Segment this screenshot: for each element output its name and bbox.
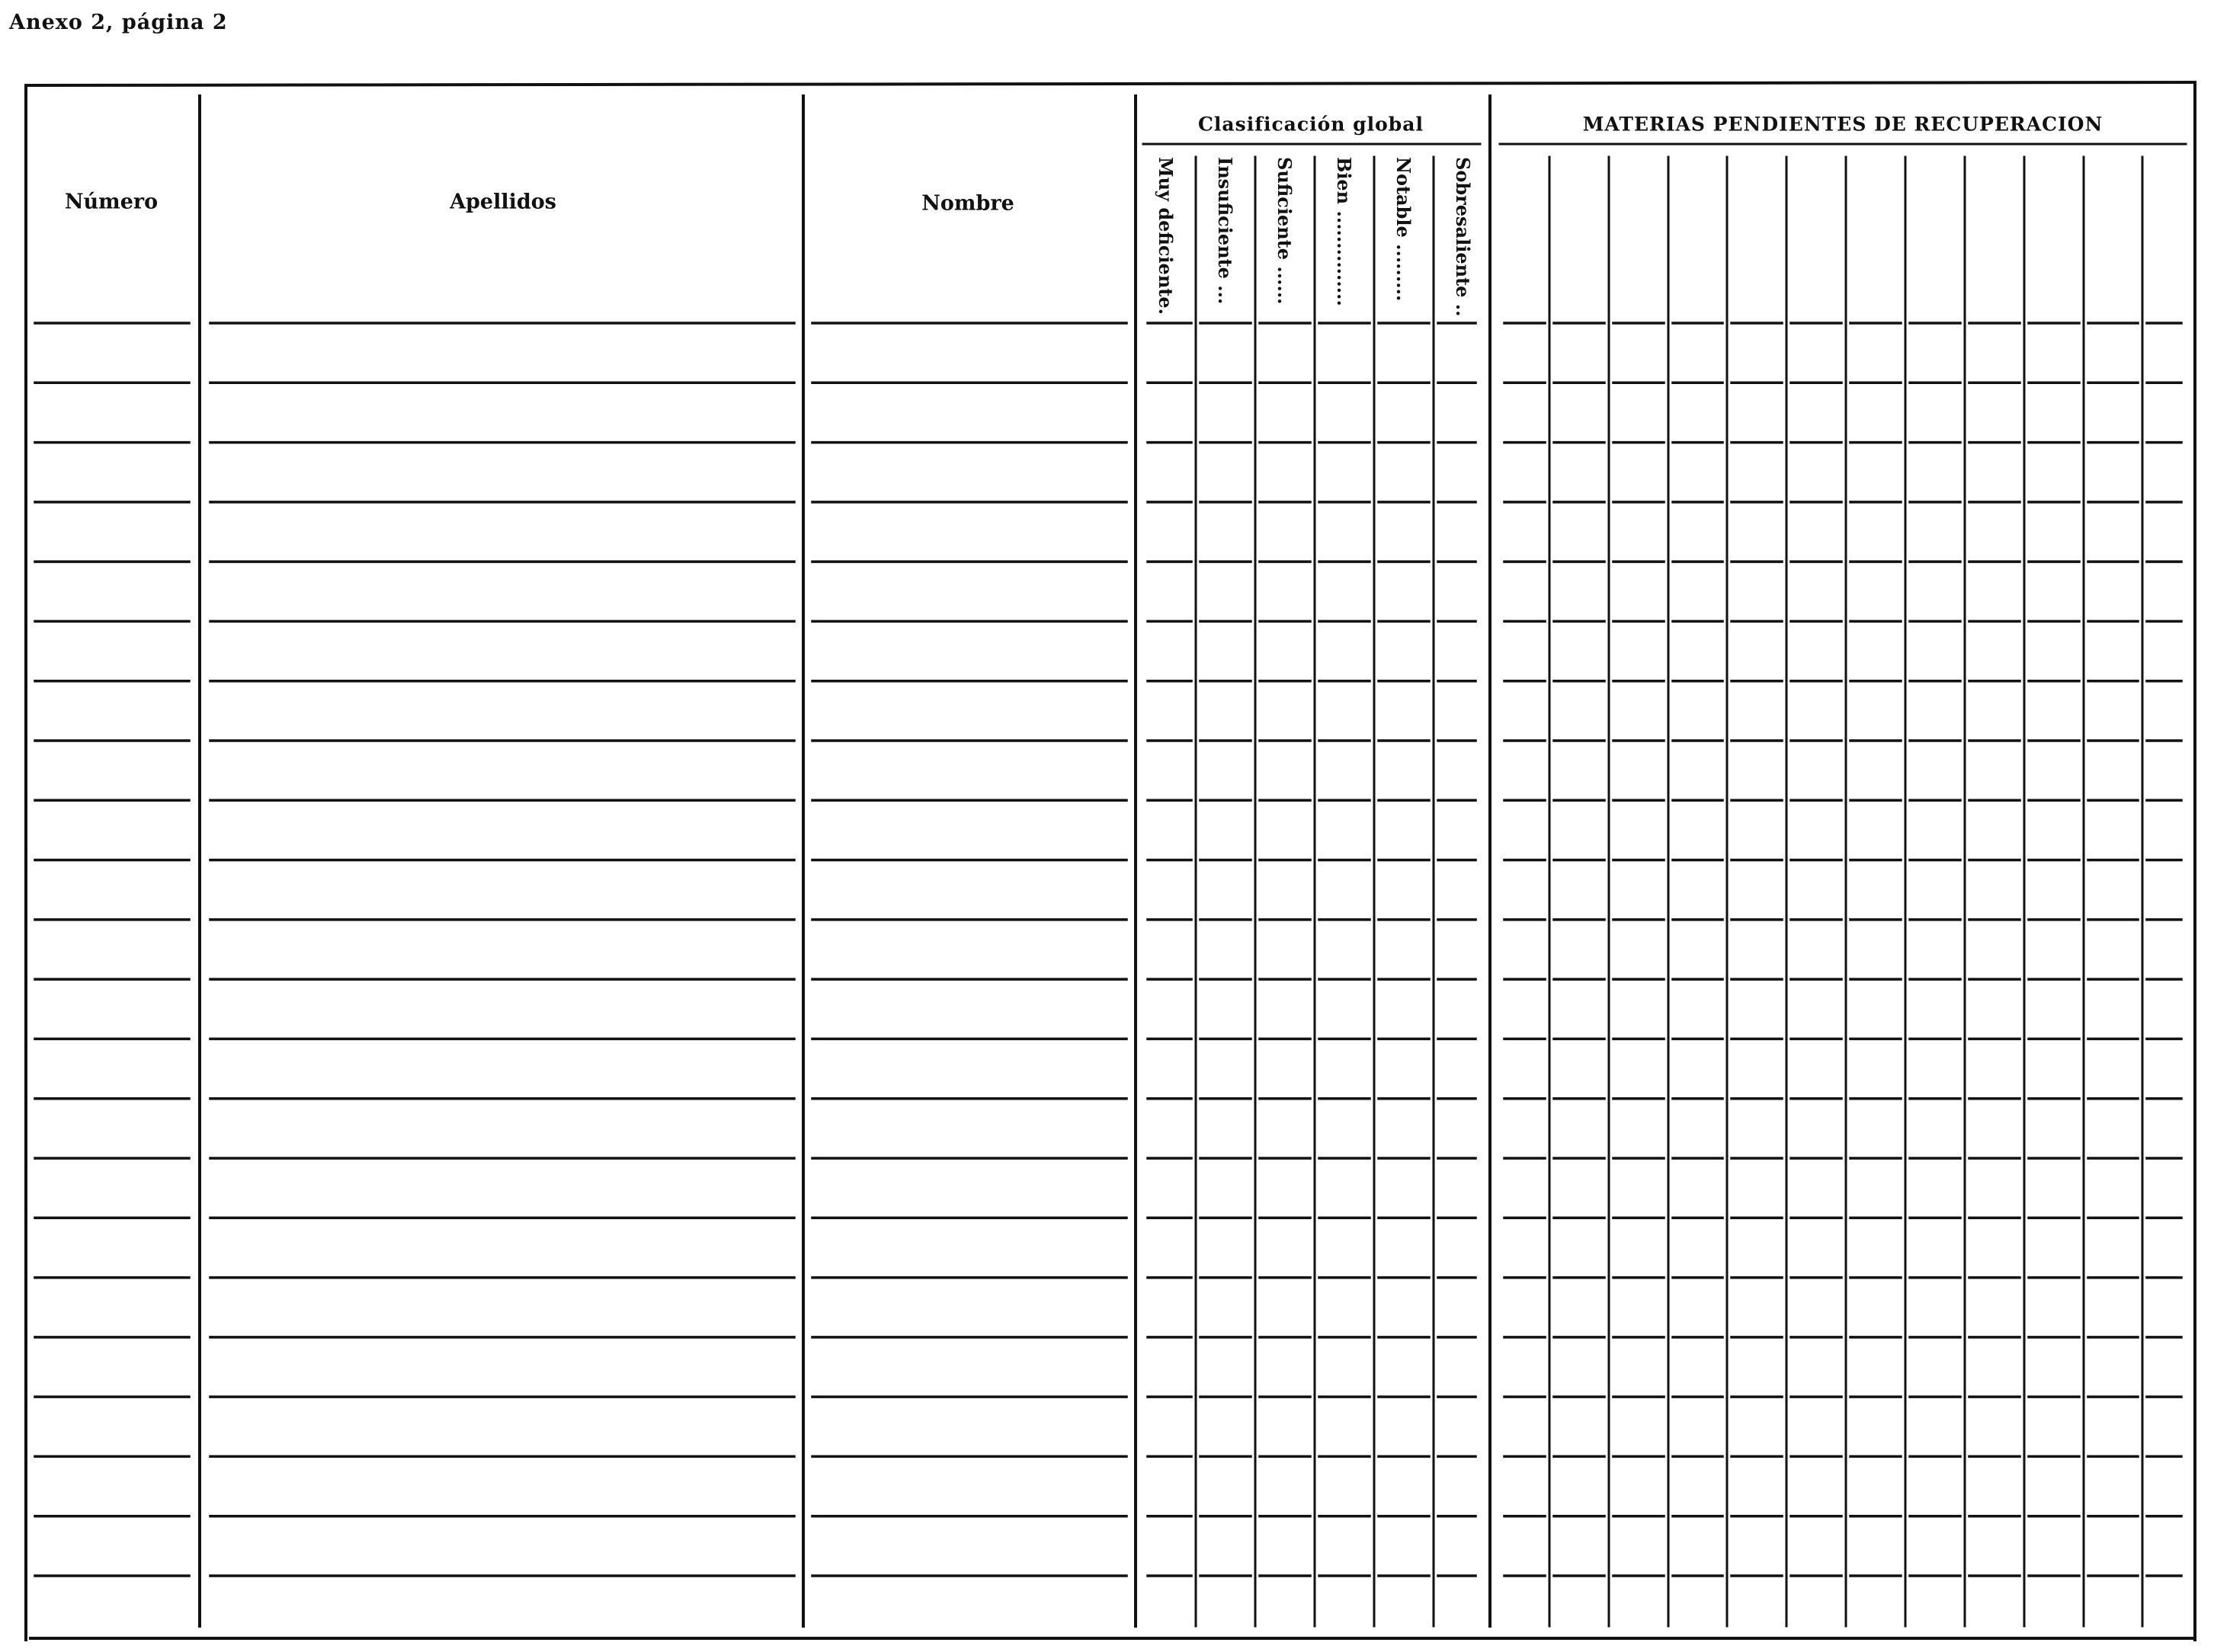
grade-muy-deficiente: Muy deficiente. bbox=[1155, 157, 1177, 315]
grade-suficiente: Suficiente ...... bbox=[1274, 157, 1296, 305]
header-materias-pendientes: MATERIAS PENDIENTES DE RECUPERACION bbox=[1582, 113, 2103, 136]
frame-top bbox=[26, 82, 2195, 85]
header-nombre: Nombre bbox=[921, 191, 1014, 216]
header-apellidos: Apellidos bbox=[450, 190, 556, 214]
grade-insuficiente: Insuficiente ... bbox=[1214, 157, 1236, 305]
grade-notable: Notable ......... bbox=[1392, 157, 1415, 302]
grade-sobresaliente: Sobresaliente .. bbox=[1452, 157, 1474, 317]
header-clasificacion-global: Clasificación global bbox=[1198, 113, 1424, 136]
page-caption: Anexo 2, página 2 bbox=[9, 11, 228, 34]
header-numero: Número bbox=[64, 190, 159, 214]
grade-bien: Bien ............... bbox=[1333, 157, 1355, 306]
